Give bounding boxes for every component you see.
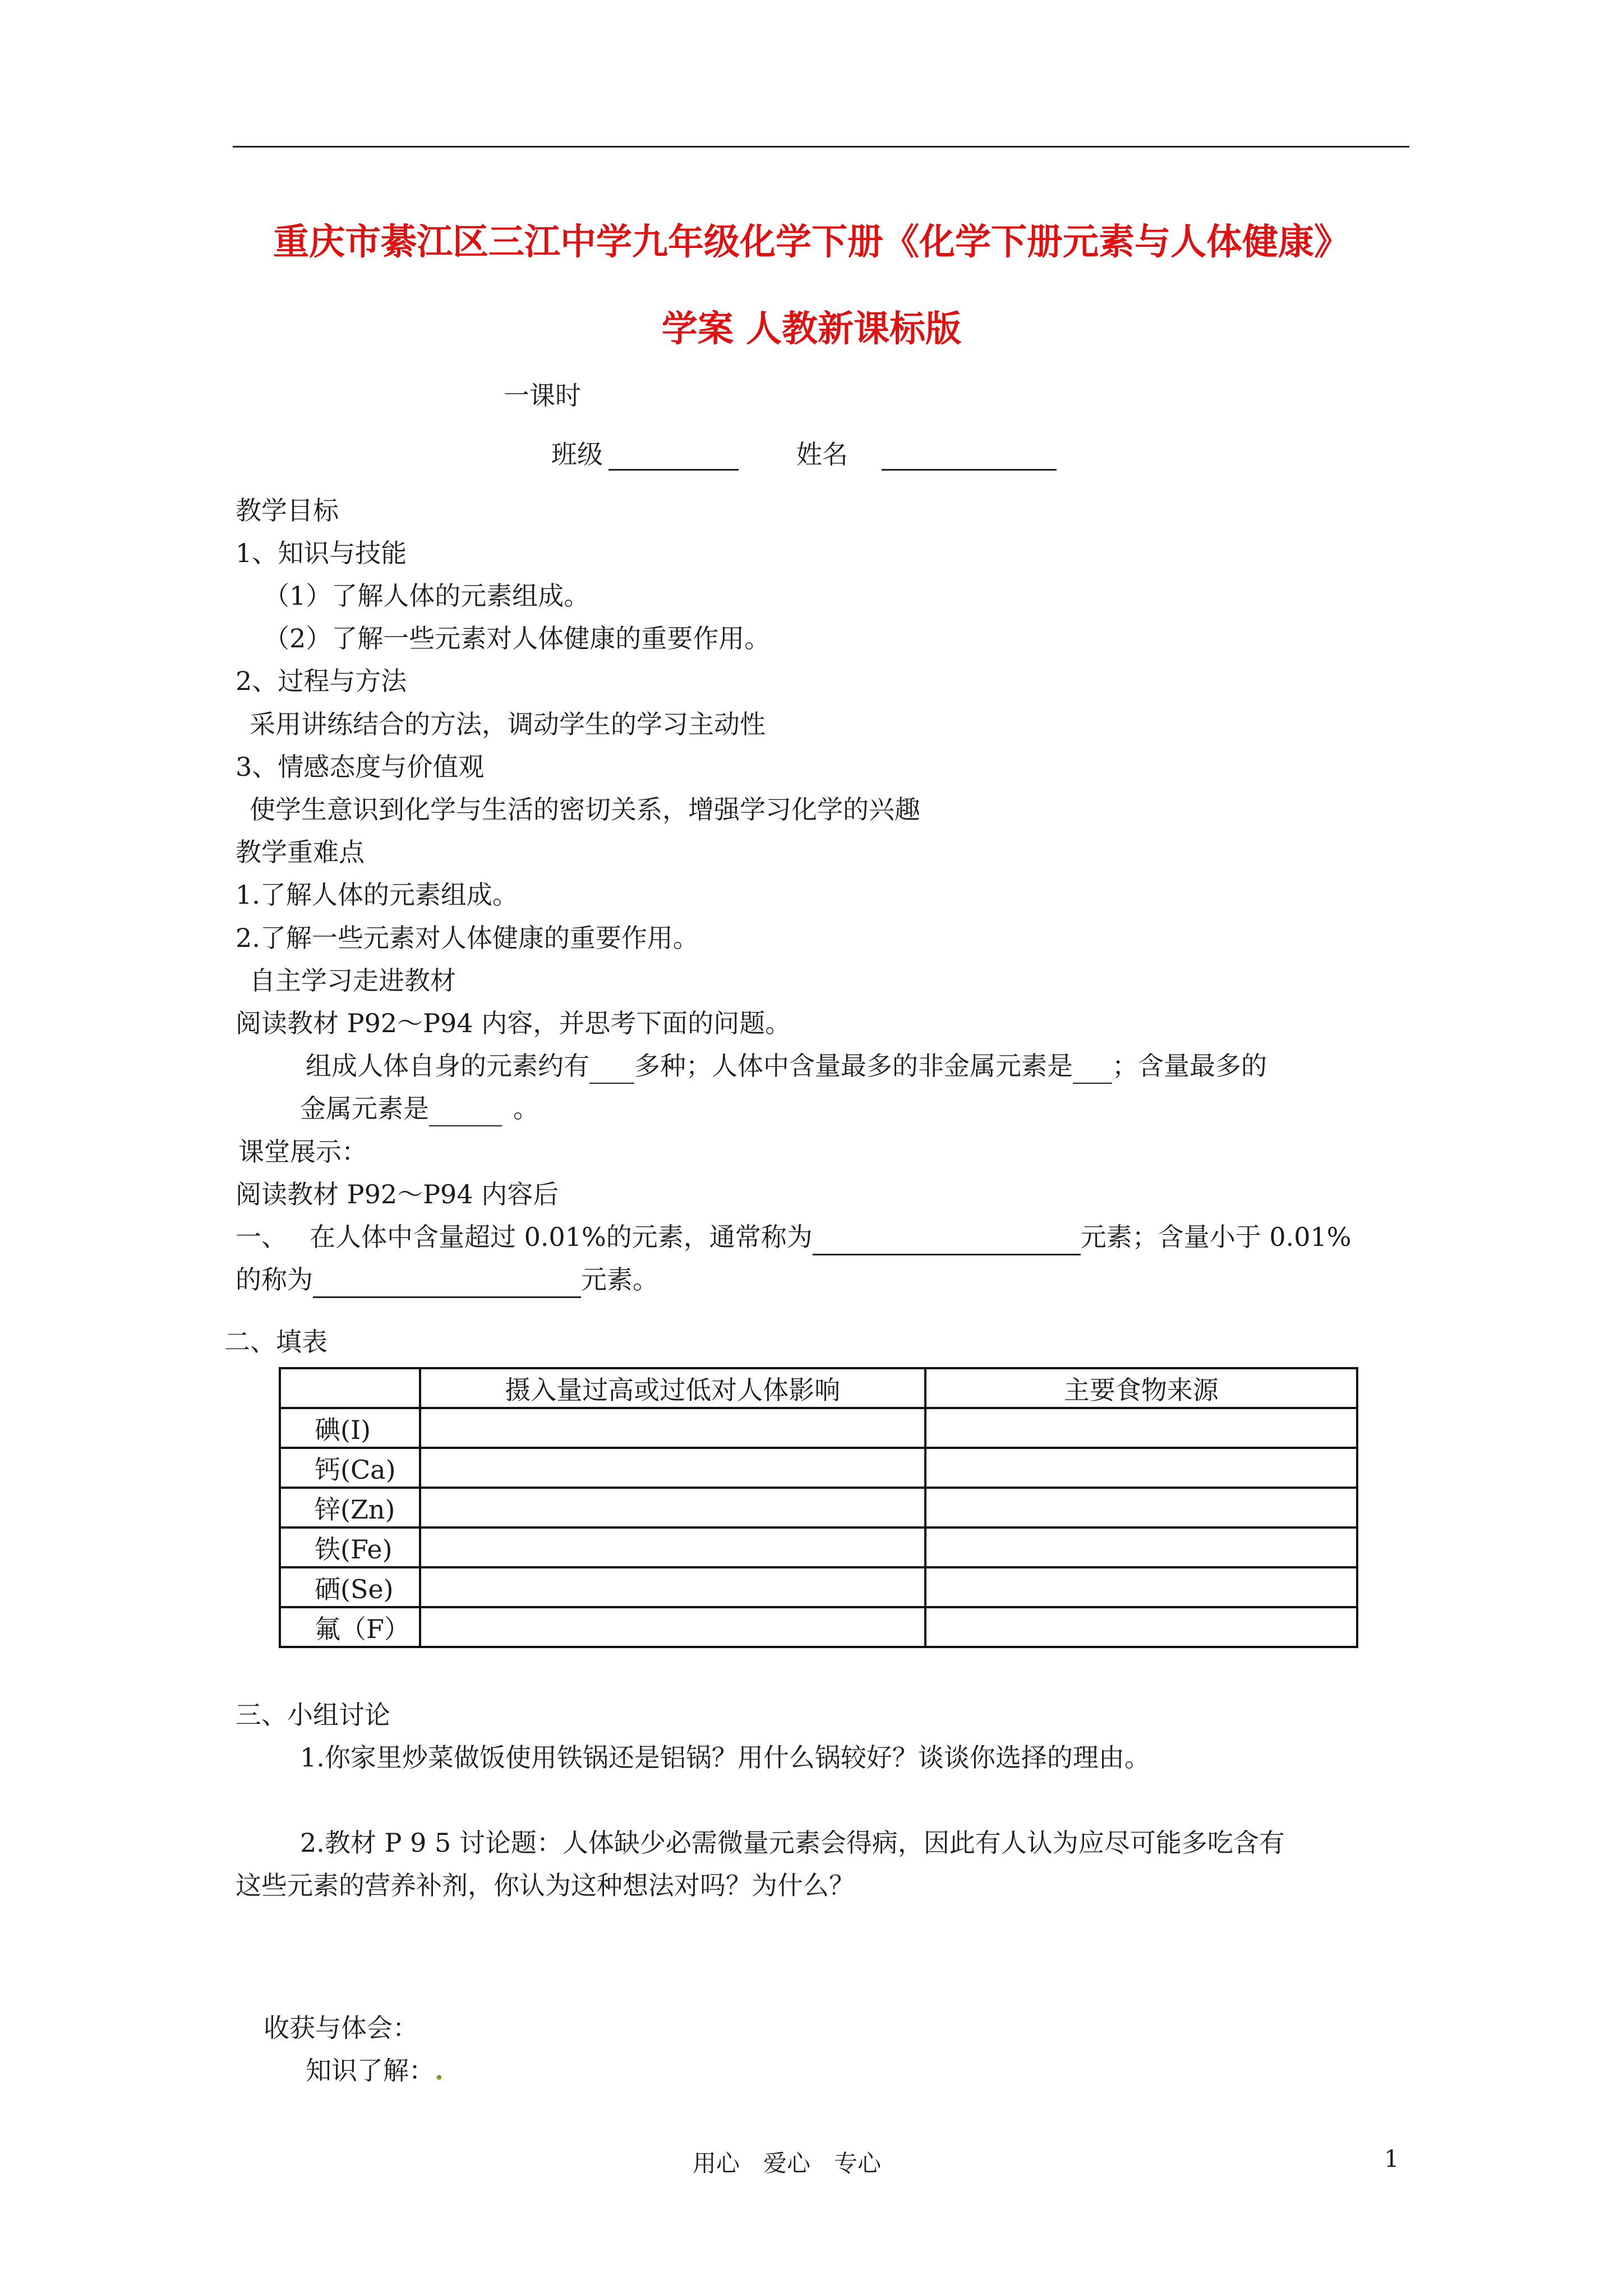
table-header-cell: 主要食物来源 bbox=[925, 1368, 1357, 1408]
section1-number: 一、 bbox=[236, 1222, 287, 1252]
section1-line2 bbox=[236, 1263, 658, 1298]
header-rule bbox=[233, 146, 1409, 148]
harvest-knowledge-dot: . bbox=[435, 2055, 444, 2086]
footer-motto: 用心 爱心 专心 bbox=[693, 2150, 882, 2177]
discussion-q2-line2: 这些元素的营养补剂，你认为这种想法对吗？为什么？ bbox=[236, 1870, 855, 1901]
objective-emotion-text: 使学生意识到化学与生活的密切关系，增强学习化学的兴趣 bbox=[250, 794, 920, 825]
keypoints-heading: 教学重难点 bbox=[236, 837, 365, 867]
page-title-line1: 重庆市綦江区三江中学九年级化学下册《化学下册元素与人体健康》 bbox=[273, 221, 1350, 263]
blank-element-count[interactable] bbox=[589, 1049, 634, 1084]
element-name: 碘(I) bbox=[280, 1408, 420, 1448]
discussion-q1: 1.你家里炒菜做饭使用铁锅还是铝锅？用什么锅较好？谈谈你选择的理由。 bbox=[300, 1742, 1150, 1773]
discussion-q2-line1: 2.教材 P 9 5 讨论题：人体缺少必需微量元素会得病，因此有人认为应尽可能多吃含有 bbox=[300, 1828, 1285, 1858]
blank-nonmetal[interactable] bbox=[1073, 1049, 1112, 1084]
element-name: 硒(Se) bbox=[280, 1567, 420, 1607]
s1-text: 在人体中含量超过 0.01%的元素，通常称为 bbox=[310, 1222, 813, 1252]
discussion-heading: 三、小组讨论 bbox=[236, 1700, 390, 1730]
harvest-heading: 收获与体会： bbox=[264, 2013, 418, 2043]
lesson-count: 一课时 bbox=[504, 380, 581, 411]
name-label: 姓名 bbox=[796, 439, 848, 470]
table-header-cell bbox=[280, 1368, 420, 1408]
food-source-cell[interactable] bbox=[925, 1567, 1357, 1607]
element-name: 钙(Ca) bbox=[280, 1448, 420, 1488]
food-source-cell[interactable] bbox=[925, 1448, 1357, 1488]
q-text: 多种；人体中含量最多的非金属元素是 bbox=[634, 1051, 1073, 1081]
harvest-knowledge bbox=[306, 2054, 444, 2087]
effect-cell[interactable] bbox=[420, 1527, 925, 1567]
self-study-heading: 自主学习走进教材 bbox=[250, 965, 456, 996]
page-title-line2: 学案 人教新课标版 bbox=[661, 308, 962, 350]
effect-cell[interactable] bbox=[420, 1488, 925, 1527]
table-row bbox=[280, 1488, 1357, 1527]
page-number: 1 bbox=[1384, 2145, 1399, 2173]
effect-cell[interactable] bbox=[420, 1567, 925, 1607]
section1-line1 bbox=[236, 1220, 1352, 1255]
food-source-cell[interactable] bbox=[925, 1527, 1357, 1567]
element-name: 铁(Fe) bbox=[280, 1527, 420, 1567]
keypoint-2: 2.了解一些元素对人体健康的重要作用。 bbox=[236, 923, 699, 953]
effect-cell[interactable] bbox=[420, 1408, 925, 1448]
s1-text: 的称为 bbox=[236, 1264, 313, 1295]
table-row bbox=[280, 1607, 1357, 1647]
objective-emotion: 3、情感态度与价值观 bbox=[236, 752, 485, 782]
q-text: 组成人体自身的元素约有 bbox=[306, 1051, 589, 1081]
self-study-read: 阅读教材 P92～P94 内容，并思考下面的问题。 bbox=[236, 1008, 791, 1038]
food-source-cell[interactable] bbox=[925, 1607, 1357, 1647]
objective-process-text: 采用讲练结合的方法，调动学生的学习主动性 bbox=[250, 709, 766, 739]
s1-text: 元素；含量小于 0.01% bbox=[1080, 1222, 1352, 1252]
blank-macro-element[interactable] bbox=[813, 1220, 1081, 1255]
objective-knowledge: 1、知识与技能 bbox=[236, 538, 407, 568]
table-header-cell: 摄入量过高或过低对人体影响 bbox=[420, 1368, 925, 1408]
table-row bbox=[280, 1527, 1357, 1567]
q-text: 金属元素是 bbox=[300, 1093, 429, 1124]
table-row bbox=[280, 1567, 1357, 1607]
harvest-knowledge-label: 知识了解： bbox=[306, 2055, 435, 2086]
table-row bbox=[280, 1408, 1357, 1448]
classroom-heading: 课堂展示： bbox=[238, 1137, 367, 1167]
q-text: ；含量最多的 bbox=[1112, 1051, 1267, 1081]
table-row bbox=[280, 1448, 1357, 1488]
objective-process: 2、过程与方法 bbox=[236, 666, 407, 696]
self-study-question-line2 bbox=[300, 1092, 539, 1126]
element-name: 氟（F） bbox=[280, 1607, 420, 1647]
keypoint-1: 1.了解人体的元素组成。 bbox=[236, 880, 518, 910]
element-name: 锌(Zn) bbox=[280, 1488, 420, 1527]
effect-cell[interactable] bbox=[420, 1607, 925, 1647]
q-text: 。 bbox=[513, 1093, 539, 1124]
food-source-cell[interactable] bbox=[925, 1408, 1357, 1448]
table-header-row bbox=[280, 1368, 1357, 1408]
class-label: 班级 bbox=[551, 439, 603, 470]
name-field[interactable] bbox=[882, 443, 1057, 471]
element-table bbox=[279, 1367, 1358, 1648]
s1-text: 元素。 bbox=[581, 1264, 658, 1295]
objective-knowledge-1: （1）了解人体的元素组成。 bbox=[264, 581, 590, 611]
blank-metal[interactable] bbox=[429, 1092, 502, 1126]
food-source-cell[interactable] bbox=[925, 1488, 1357, 1527]
objectives-heading: 教学目标 bbox=[236, 495, 339, 526]
blank-trace-element[interactable] bbox=[313, 1263, 581, 1298]
classroom-read: 阅读教材 P92～P94 内容后 bbox=[236, 1179, 559, 1209]
objective-knowledge-2: （2）了解一些元素对人体健康的重要作用。 bbox=[264, 623, 771, 654]
effect-cell[interactable] bbox=[420, 1448, 925, 1488]
class-field[interactable] bbox=[608, 443, 739, 471]
section2-heading: 二、填表 bbox=[224, 1327, 328, 1357]
self-study-question-line1 bbox=[306, 1049, 1267, 1084]
